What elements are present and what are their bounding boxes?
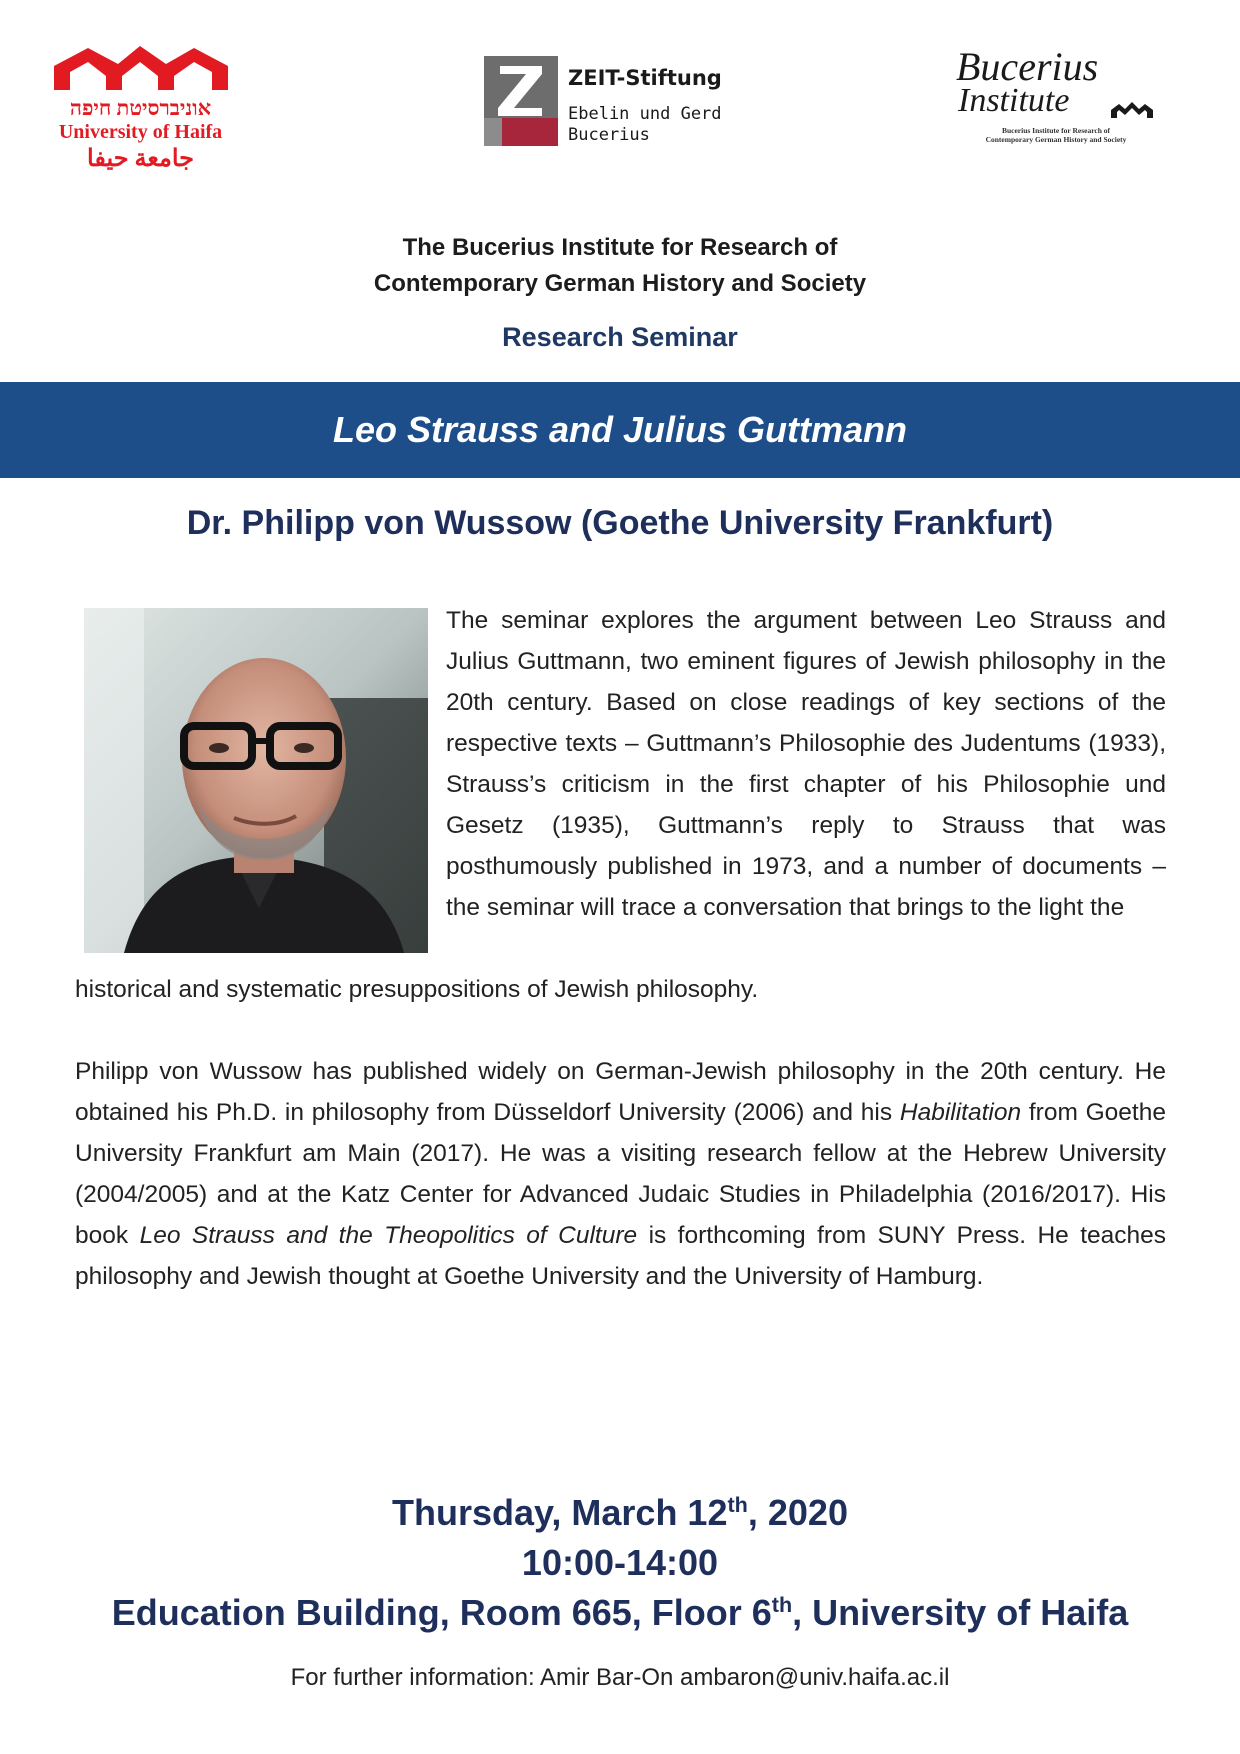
bucerius-name: Bucerius	[956, 44, 1099, 89]
book-title: Leo Strauss and the Theopolitics of Culture	[139, 1222, 638, 1249]
bucerius-institute-logo	[956, 44, 1166, 148]
speaker-name: Dr. Philipp von Wussow (Goethe University Frankfurt)	[186, 504, 1054, 542]
event-location: Education Building, Room 665, Floor 6th, University of Haifa	[111, 1592, 1129, 1633]
university-of-haifa-logo	[48, 38, 233, 178]
seminar-description-continued: historical and systematic presuppositions of Jewish philosophy.	[75, 976, 759, 1003]
haifa-english-name: University of Haifa	[58, 121, 223, 143]
title-banner	[0, 382, 1240, 478]
speaker-portrait-icon	[84, 608, 428, 953]
haifa-arabic-name: جامعة حيفا	[87, 146, 194, 172]
zeit-subtitle: Ebelin und Gerd Bucerius	[568, 104, 722, 145]
seminar-description: The seminar explores the argument between Leo Strauss and Julius Guttmann, two eminent figures of Jewish philosophy in the 20th century. Based on close readings of key sections of the respective texts – Guttmann’s Philosophie des Judentums (1933), Strauss’s criticism in the first chapter of his Philosophie und Gesetz (1935), Guttmann’s reply to Strauss that was posthumously published in 1973, and a number of documents – the seminar will trace a conversation that brings to the light the	[446, 607, 1166, 921]
contact-info: For further information: Amir Bar-On ambaron@univ.haifa.ac.il	[290, 1664, 950, 1691]
speaker-bio: Philipp von Wussow has published widely on German-Jewish philosophy in the 20th century. He obtained his Ph.D. in philosophy from Düsseldorf University (2006) and his Habilitation from Goethe University Frankfurt am Main (2017). He was a visiting research fellow at the Hebrew University (2004/2005) and at the Katz Center for Advanced Judaic Studies in Philadelphia (2016/2017). His book Leo Strauss and the Theopolitics of Culture is forthcoming from SUNY Press. He teaches philosophy and Jewish thought at Goethe University and the University of Hamburg.	[75, 1058, 1167, 1290]
haifa-hebrew-name: אוניברסיטת חיפה	[69, 96, 212, 120]
seminar-title: Leo Strauss and Julius Guttmann	[332, 409, 908, 450]
event-date: Thursday, March 12th, 2020	[392, 1492, 848, 1533]
institute-title: The Bucerius Institute for Research of Contemporary German History and Society	[373, 234, 867, 297]
seminar-label: Research Seminar	[502, 322, 738, 352]
speaker-photo	[84, 608, 428, 953]
habilitation-term: Habilitation	[899, 1099, 1022, 1126]
haifa-mark-icon	[48, 38, 233, 96]
zeit-title: ZEIT-Stiftung	[568, 66, 722, 90]
zeit-z-icon	[484, 56, 558, 146]
zeit-stiftung-logo	[484, 56, 754, 152]
bucerius-institute-word: Institute	[958, 82, 1070, 119]
bucerius-mark-icon	[1111, 100, 1153, 118]
event-time: 10:00-14:00	[521, 1542, 719, 1583]
bucerius-caption: Bucerius Institute for Research of Contemporary German History and Society	[985, 126, 1127, 144]
